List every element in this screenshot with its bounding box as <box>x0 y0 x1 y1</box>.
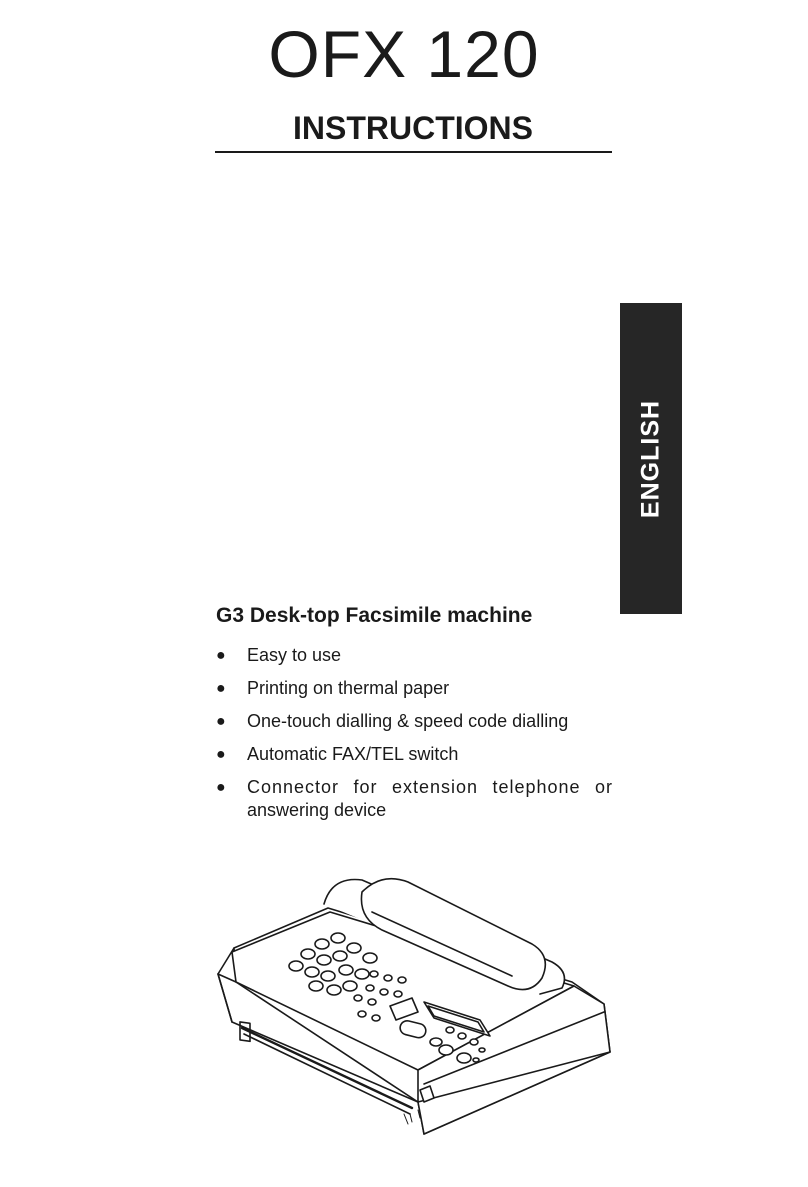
product-heading: G3 Desk-top Facsimile machine <box>216 604 533 627</box>
feature-text: Easy to use <box>247 645 342 665</box>
bullet-icon: ● <box>216 746 226 763</box>
language-tab <box>620 303 682 614</box>
bullet-icon: ● <box>216 680 226 697</box>
fax-machine-icon <box>212 852 616 1137</box>
feature-text: Printing on thermal paper <box>247 678 450 698</box>
feature-text-line-1: Connector for extension telephone or <box>247 777 613 797</box>
feature-list <box>216 644 613 832</box>
bullet-icon: ● <box>216 647 226 664</box>
feature-item <box>216 776 613 822</box>
feature-item <box>216 743 613 766</box>
feature-text: One-touch dialling & speed code dialling <box>247 711 569 731</box>
feature-item <box>216 710 613 733</box>
feature-item <box>216 677 613 700</box>
document-title: INSTRUCTIONS <box>293 110 533 146</box>
language-tab-label: ENGLISH <box>636 399 665 518</box>
bullet-icon: ● <box>216 713 226 730</box>
bullet-icon: ● <box>216 779 226 796</box>
feature-item <box>216 644 613 667</box>
feature-text: Automatic FAX/TEL switch <box>247 744 459 764</box>
feature-text-line-2: answering device <box>247 800 387 820</box>
model-title: OFX 120 <box>268 17 540 91</box>
title-divider <box>215 151 612 153</box>
